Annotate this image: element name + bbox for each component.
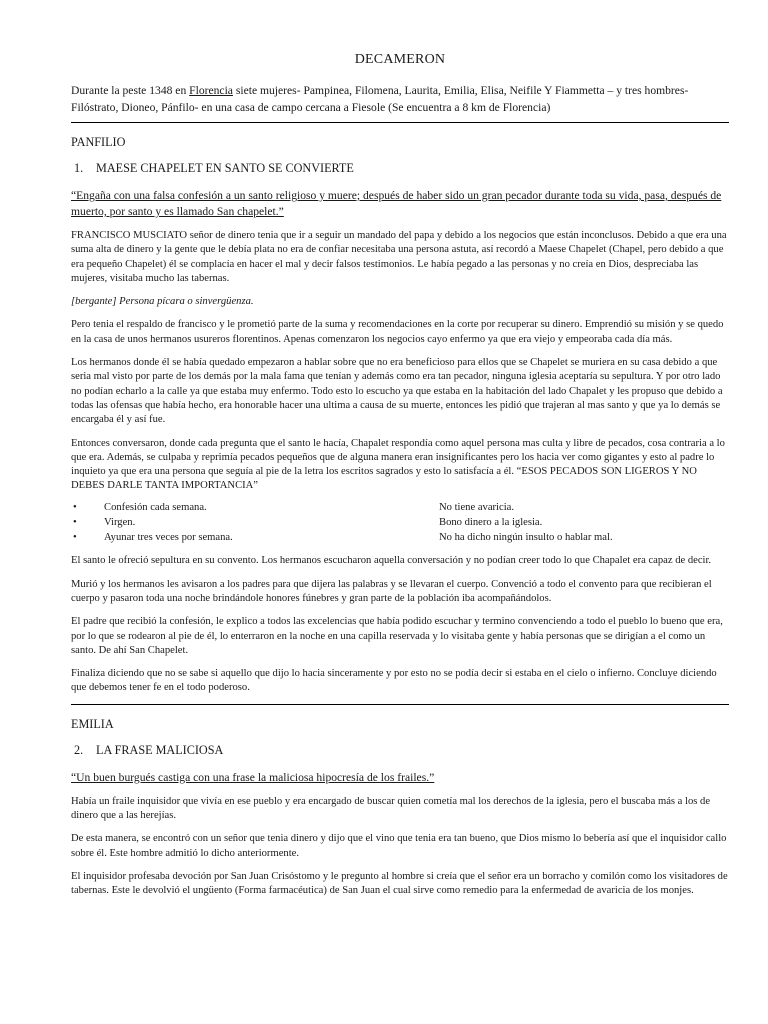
body-paragraph: Los hermanos donde él se había quedado empezaron a hablar sobre que no era beneficioso para ellos que se Chapelet se muriera en su casa debido a que seria mal visto por parte de los demás por la mala fama que tenían y además como era tan pecador, ninguna iglesia aceptaría su sepultura. Y por otro lado no podían echarlo a la calle ya que estaba muy enfermo. Todo esto lo escucho ya que estaba en la habitación del lado Chapalet y les propuso que debido a todas las ofensas que había hecho, era honorable hacer una ultima a causa de su muerte, entonces les pidió que trajeran al mas santo y que ya lo demás se encargaba él y así fue. bbox=[71, 357, 723, 426]
narrator-label: EMILIA bbox=[71, 716, 114, 731]
body-paragraph: El santo le ofreció sepultura en su convento. Los hermanos escucharon aquella conversación y no podían creer todo lo que Chapalet era capaz de decir. bbox=[71, 555, 712, 567]
bullet-columns bbox=[71, 500, 729, 546]
bullet-list-left bbox=[71, 500, 439, 546]
section-divider bbox=[71, 122, 729, 123]
bullet-icon: • bbox=[73, 501, 77, 513]
story-title: MAESE CHAPELET EN SANTO SE CONVIERTE bbox=[96, 161, 354, 175]
intro-paragraph bbox=[71, 82, 729, 116]
bullet-icon: • bbox=[73, 532, 77, 544]
narrator-label: PANFILIO bbox=[71, 135, 126, 149]
body-paragraph: El padre que recibió la confesión, le explico a todos las excelencias que había podido escuchar y termino convenciendo a todo el pueblo lo bueno que era, por lo que se rodearon al pie de él, lo enterraron en la noche en una capilla reservada y lo visitaba gente y había personas que se dirigían a el como un santo. De ahí San Chapelet. bbox=[71, 616, 723, 656]
bullet-right-text: Bono dinero a la iglesia. bbox=[439, 516, 543, 528]
bullet-text: Ayunar tres veces por semana. bbox=[104, 532, 233, 544]
bullet-list-right bbox=[439, 500, 613, 546]
bullet-right-text: No tiene avaricia. bbox=[439, 501, 514, 513]
body-paragraph: Había un fraile inquisidor que vivía en ese pueblo y era encargado de buscar quien cometía mal los derechos de la iglesia, pero el buscaba más a los de dinero que a las herejías. bbox=[71, 795, 711, 822]
bullet-right-text: No ha dicho ningún insulto o hablar mal. bbox=[439, 532, 613, 544]
body-paragraph: Finaliza diciendo que no se sabe si aquello que dijo lo hacia sinceramente y por esto no se podía decir si estaba en el cielo o infierno. Concluye diciendo que debemos tener fe en el todo poderoso. bbox=[71, 668, 717, 694]
florencia-link[interactable]: Florencia bbox=[189, 84, 233, 97]
bullet-text: Virgen. bbox=[104, 516, 136, 528]
body-paragraph: Murió y los hermanos les avisaron a los padres para que dijera las palabras y se llevaran el cuerpo. Convenció a todo el convento para que recibieran el cuerpo y pasaron toda una noche brindándole honores fúnebres y gran parte de la población iba acompañándolos. bbox=[71, 578, 712, 604]
story-heading bbox=[71, 743, 729, 758]
section-divider bbox=[71, 704, 729, 705]
story-number: 2. bbox=[74, 742, 84, 757]
intro-text-before: Durante la peste 1348 en bbox=[71, 84, 190, 97]
body-paragraph: El inquisidor profesaba devoción por San Juan Crisóstomo y le pregunto al hombre si creía que el señor era un borracho y comilón como los visitadores de tabernas. Este le devolvió el ungüento (Forma farmacéutica) de San Juan el cual sirve como remedio para la enfermedad de avaricia de los monjes. bbox=[71, 870, 728, 897]
bullet-item bbox=[71, 530, 439, 545]
story-summary-quote: “Engaña con una falsa confesión a un santo religioso y muere; después de haber sido un gran pecador durante toda su vida, pasa, después de muerto, por santo y es llamado San chapelet.” bbox=[71, 189, 722, 218]
bullet-item bbox=[71, 500, 439, 515]
definition-note: [bergante] Persona pícara o sinvergüenza. bbox=[71, 296, 254, 308]
body-paragraph: Entonces conversaron, donde cada pregunta que el santo le hacía, Chapalet respondía como aquel persona mas culta y libre de pecados, cosa contraria a lo que era. Además, se culpaba y reprimía pecados pequeños que de alguna manera eran insignificantes pero los hacia ver como gigantes y esto al padre lo inquieto ya que era una persona que seguía al pie de la letra los escritos sagrados y esto lo satisfacía a él. “ESOS PECADOS SON LIGEROS Y NO DEBES DARLE TANTA IMPORTANCIA” bbox=[71, 437, 725, 492]
document-title: DECAMERON bbox=[354, 52, 446, 67]
story-title: LA FRASE MALICIOSA bbox=[96, 742, 224, 757]
document-page bbox=[71, 52, 729, 899]
story-number: 1. bbox=[74, 161, 84, 175]
intro-text-after: siete mujeres- Pampinea, Filomena, Laurita, Emilia, Elisa, Neifile Y Fiammetta – y tres hombres- Filóstrato, Dioneo, Pánfilo- en una casa de campo cercana a Fiesole (Se encuentra a 8 km de Florencia) bbox=[71, 84, 689, 114]
bullet-text: Confesión cada semana. bbox=[104, 501, 207, 513]
body-paragraph: Pero tenia el respaldo de francisco y le prometió parte de la suma y recomendaciones en la corte por recuperar su dinero. Emprendió su misión y se quedo en la casa de unos hermanos usureros florentinos. Apenas comenzaron los negocios cayo enfermo ya que era viejo y empeoraba cada día más. bbox=[71, 319, 724, 345]
bullet-icon: • bbox=[73, 516, 77, 528]
body-paragraph: FRANCISCO MUSCIATO señor de dinero tenia que ir a seguir un mandado del papa y debido a los negocios que están inconclusos. Debido a que era una suma alta de dinero y la gente que le debía plata no era de confiar necesitaba una persona astuta, así recordó a Maese Chapelet (Chapel, pero debido a que era pequeño Chapelet) él se complacía en hacer el mal y decir falsos testimonios. Le había pegado a las personas y no creía en Dios, despreciaba las mujeres, visitaba mucho las tabernas. bbox=[71, 230, 727, 284]
bullet-item bbox=[71, 515, 439, 530]
body-paragraph: De esta manera, se encontró con un señor que tenia dinero y dijo que el vino que tenia era tan bueno, que Dios mismo lo bebería así que el inquisidor callo sobre él. Este hombre admitió lo dicho anteriormente. bbox=[71, 833, 727, 859]
story-summary-quote: “Un buen burgués castiga con una frase la maliciosa hipocresía de los frailes.” bbox=[71, 770, 435, 784]
story-heading bbox=[71, 161, 729, 176]
